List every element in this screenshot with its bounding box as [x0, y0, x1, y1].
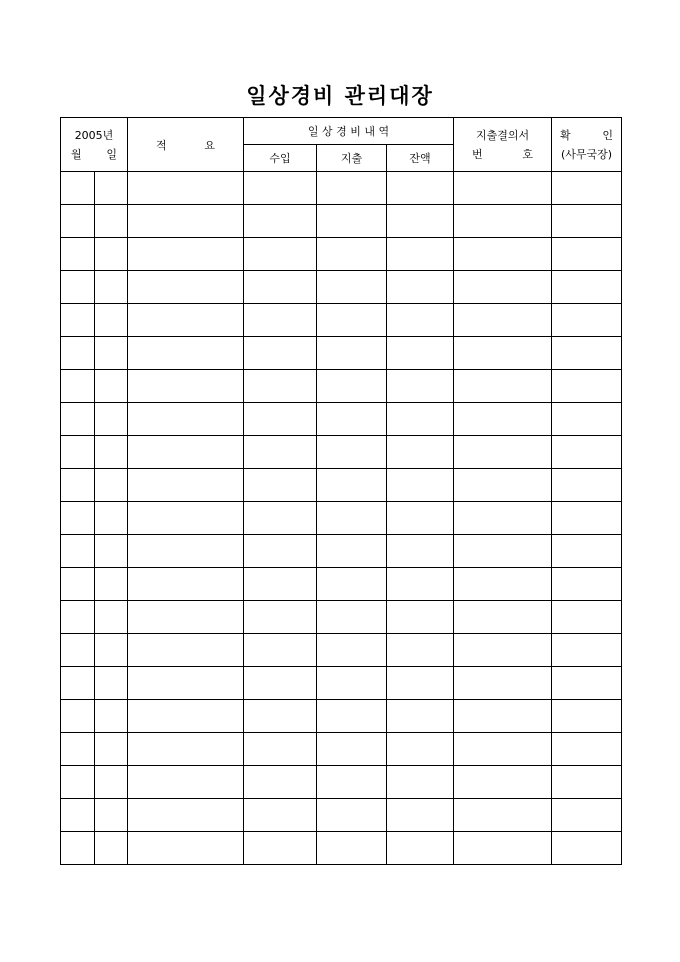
- day-cell: [95, 700, 128, 733]
- expense-cell: [317, 205, 387, 238]
- confirm-label-1: 확: [560, 128, 571, 142]
- month-day-labels: [61, 145, 127, 164]
- table-row: [61, 601, 622, 634]
- expense-cell: [317, 436, 387, 469]
- page-title: 일상경비 관리대장: [246, 83, 434, 108]
- day-cell: [95, 337, 128, 370]
- table-row: [61, 469, 622, 502]
- table-row: [61, 799, 622, 832]
- income-cell: [244, 469, 317, 502]
- confirm-cell: [552, 535, 622, 568]
- resolution-number-cell: [454, 238, 552, 271]
- day-cell: [95, 799, 128, 832]
- income-cell: [244, 766, 317, 799]
- expense-cell: [317, 271, 387, 304]
- day-cell: [95, 502, 128, 535]
- summary-cell: [128, 502, 244, 535]
- summary-cell: [128, 436, 244, 469]
- income-cell: [244, 238, 317, 271]
- expense-cell: [317, 601, 387, 634]
- summary-cell: [128, 601, 244, 634]
- income-cell: [244, 733, 317, 766]
- balance-cell: [387, 337, 454, 370]
- income-cell: [244, 502, 317, 535]
- month-cell: [61, 601, 95, 634]
- income-cell: [244, 667, 317, 700]
- summary-header: [128, 118, 244, 172]
- confirm-cell: [552, 271, 622, 304]
- summary-cell: [128, 271, 244, 304]
- month-cell: [61, 799, 95, 832]
- expense-header: 지출: [317, 145, 387, 172]
- month-cell: [61, 304, 95, 337]
- number-labels: [454, 145, 551, 164]
- balance-cell: [387, 436, 454, 469]
- confirm-cell: [552, 502, 622, 535]
- month-cell: [61, 733, 95, 766]
- table-row: [61, 568, 622, 601]
- resolution-number-cell: [454, 601, 552, 634]
- expense-cell: [317, 370, 387, 403]
- resolution-number-cell: [454, 634, 552, 667]
- confirm-cell: [552, 667, 622, 700]
- summary-label-2: 요: [204, 138, 215, 152]
- confirm-cell: [552, 205, 622, 238]
- income-cell: [244, 172, 317, 205]
- balance-cell: [387, 205, 454, 238]
- table-row: [61, 304, 622, 337]
- income-cell: [244, 634, 317, 667]
- day-cell: [95, 634, 128, 667]
- balance-cell: [387, 238, 454, 271]
- resolution-label: 지출결의서: [475, 128, 530, 142]
- income-cell: [244, 568, 317, 601]
- balance-cell: [387, 370, 454, 403]
- year-label: 2005년: [74, 128, 114, 142]
- resolution-number-cell: [454, 700, 552, 733]
- resolution-number-cell: [454, 502, 552, 535]
- month-cell: [61, 766, 95, 799]
- expense-cell: [317, 337, 387, 370]
- date-header: [61, 118, 128, 172]
- resolution-number-cell: [454, 469, 552, 502]
- resolution-number-cell: [454, 337, 552, 370]
- day-cell: [95, 436, 128, 469]
- month-cell: [61, 403, 95, 436]
- income-cell: [244, 700, 317, 733]
- balance-cell: [387, 502, 454, 535]
- balance-cell: [387, 568, 454, 601]
- day-cell: [95, 535, 128, 568]
- day-cell: [95, 238, 128, 271]
- balance-cell: [387, 634, 454, 667]
- balance-cell: [387, 733, 454, 766]
- month-cell: [61, 238, 95, 271]
- balance-cell: [387, 469, 454, 502]
- resolution-number-cell: [454, 370, 552, 403]
- summary-cell: [128, 370, 244, 403]
- summary-cell: [128, 667, 244, 700]
- number-label-2: 호: [522, 147, 534, 161]
- confirm-cell: [552, 304, 622, 337]
- month-cell: [61, 436, 95, 469]
- resolution-number-header: [454, 118, 552, 172]
- summary-cell: [128, 205, 244, 238]
- day-cell: [95, 766, 128, 799]
- summary-cell: [128, 799, 244, 832]
- summary-cell: [128, 634, 244, 667]
- confirm-cell: [552, 799, 622, 832]
- expense-cell: [317, 733, 387, 766]
- confirm-cell: [552, 766, 622, 799]
- summary-label-1: 적: [156, 138, 167, 152]
- table-row: [61, 172, 622, 205]
- expense-cell: [317, 568, 387, 601]
- resolution-number-cell: [454, 766, 552, 799]
- resolution-number-cell: [454, 832, 552, 865]
- expense-cell: [317, 502, 387, 535]
- confirm-labels: [552, 126, 621, 145]
- summary-cell: [128, 700, 244, 733]
- income-header: 수입: [244, 145, 317, 172]
- expense-cell: [317, 304, 387, 337]
- director-label: (사무국장): [560, 147, 613, 161]
- summary-cell: [128, 337, 244, 370]
- resolution-number-cell: [454, 667, 552, 700]
- day-cell: [95, 172, 128, 205]
- table-row: [61, 766, 622, 799]
- day-cell: [95, 832, 128, 865]
- balance-cell: [387, 832, 454, 865]
- month-cell: [61, 337, 95, 370]
- month-cell: [61, 568, 95, 601]
- balance-cell: [387, 601, 454, 634]
- resolution-number-cell: [454, 304, 552, 337]
- expense-cell: [317, 634, 387, 667]
- day-cell: [95, 667, 128, 700]
- month-cell: [61, 535, 95, 568]
- resolution-number-cell: [454, 733, 552, 766]
- income-cell: [244, 337, 317, 370]
- balance-cell: [387, 172, 454, 205]
- table-row: [61, 634, 622, 667]
- confirm-cell: [552, 634, 622, 667]
- income-cell: [244, 535, 317, 568]
- summary-cell: [128, 469, 244, 502]
- expense-cell: [317, 799, 387, 832]
- table-row: [61, 667, 622, 700]
- month-cell: [61, 271, 95, 304]
- day-cell: [95, 271, 128, 304]
- income-cell: [244, 601, 317, 634]
- month-cell: [61, 700, 95, 733]
- month-cell: [61, 172, 95, 205]
- balance-cell: [387, 271, 454, 304]
- expense-cell: [317, 469, 387, 502]
- day-cell: [95, 469, 128, 502]
- table-row: [61, 205, 622, 238]
- resolution-number-cell: [454, 271, 552, 304]
- income-cell: [244, 436, 317, 469]
- table-row: [61, 700, 622, 733]
- balance-cell: [387, 667, 454, 700]
- day-cell: [95, 403, 128, 436]
- confirm-cell: [552, 370, 622, 403]
- confirm-cell: [552, 436, 622, 469]
- income-cell: [244, 832, 317, 865]
- summary-cell: [128, 238, 244, 271]
- income-cell: [244, 205, 317, 238]
- balance-cell: [387, 403, 454, 436]
- summary-cell: [128, 568, 244, 601]
- income-cell: [244, 403, 317, 436]
- day-label: 일: [106, 147, 117, 161]
- resolution-number-cell: [454, 205, 552, 238]
- summary-cell: [128, 535, 244, 568]
- number-label-1: 번: [472, 147, 483, 161]
- summary-cell: [128, 403, 244, 436]
- confirm-cell: [552, 238, 622, 271]
- expense-cell: [317, 535, 387, 568]
- day-cell: [95, 568, 128, 601]
- month-cell: [61, 370, 95, 403]
- balance-cell: [387, 304, 454, 337]
- confirm-cell: [552, 469, 622, 502]
- confirm-cell: [552, 337, 622, 370]
- table-row: [61, 271, 622, 304]
- balance-cell: [387, 700, 454, 733]
- balance-cell: [387, 799, 454, 832]
- day-cell: [95, 601, 128, 634]
- day-cell: [95, 304, 128, 337]
- confirm-label-2: 인: [602, 128, 614, 142]
- balance-cell: [387, 535, 454, 568]
- confirm-cell: [552, 700, 622, 733]
- confirm-cell: [552, 601, 622, 634]
- confirm-cell: [552, 733, 622, 766]
- table-row: [61, 733, 622, 766]
- confirm-cell: [552, 172, 622, 205]
- table-row: [61, 238, 622, 271]
- table-row: [61, 832, 622, 865]
- summary-cell: [128, 304, 244, 337]
- expense-cell: [317, 238, 387, 271]
- summary-cell: [128, 733, 244, 766]
- resolution-number-cell: [454, 436, 552, 469]
- table-row: [61, 502, 622, 535]
- summary-cell: [128, 832, 244, 865]
- summary-cell: [128, 172, 244, 205]
- balance-cell: [387, 766, 454, 799]
- confirm-cell: [552, 403, 622, 436]
- expense-cell: [317, 700, 387, 733]
- month-cell: [61, 667, 95, 700]
- resolution-number-cell: [454, 403, 552, 436]
- confirm-cell: [552, 568, 622, 601]
- expense-detail-header: 일 상 경 비 내 역: [244, 118, 454, 145]
- month-cell: [61, 469, 95, 502]
- day-cell: [95, 733, 128, 766]
- income-cell: [244, 799, 317, 832]
- table-row: [61, 337, 622, 370]
- month-cell: [61, 205, 95, 238]
- resolution-number-cell: [454, 799, 552, 832]
- balance-header: 잔액: [387, 145, 454, 172]
- income-cell: [244, 370, 317, 403]
- summary-cell: [128, 766, 244, 799]
- expense-cell: [317, 766, 387, 799]
- month-cell: [61, 832, 95, 865]
- expense-cell: [317, 403, 387, 436]
- confirm-header: [552, 118, 622, 172]
- confirm-cell: [552, 832, 622, 865]
- expense-cell: [317, 832, 387, 865]
- day-cell: [95, 205, 128, 238]
- table-row: [61, 403, 622, 436]
- expense-cell: [317, 172, 387, 205]
- expense-cell: [317, 667, 387, 700]
- table-row: [61, 436, 622, 469]
- resolution-number-cell: [454, 535, 552, 568]
- day-cell: [95, 370, 128, 403]
- month-cell: [61, 502, 95, 535]
- month-label: 월: [71, 147, 82, 161]
- month-cell: [61, 634, 95, 667]
- table-row: [61, 370, 622, 403]
- income-cell: [244, 271, 317, 304]
- resolution-number-cell: [454, 172, 552, 205]
- income-cell: [244, 304, 317, 337]
- ledger-table: [60, 117, 622, 865]
- table-row: [61, 535, 622, 568]
- resolution-number-cell: [454, 568, 552, 601]
